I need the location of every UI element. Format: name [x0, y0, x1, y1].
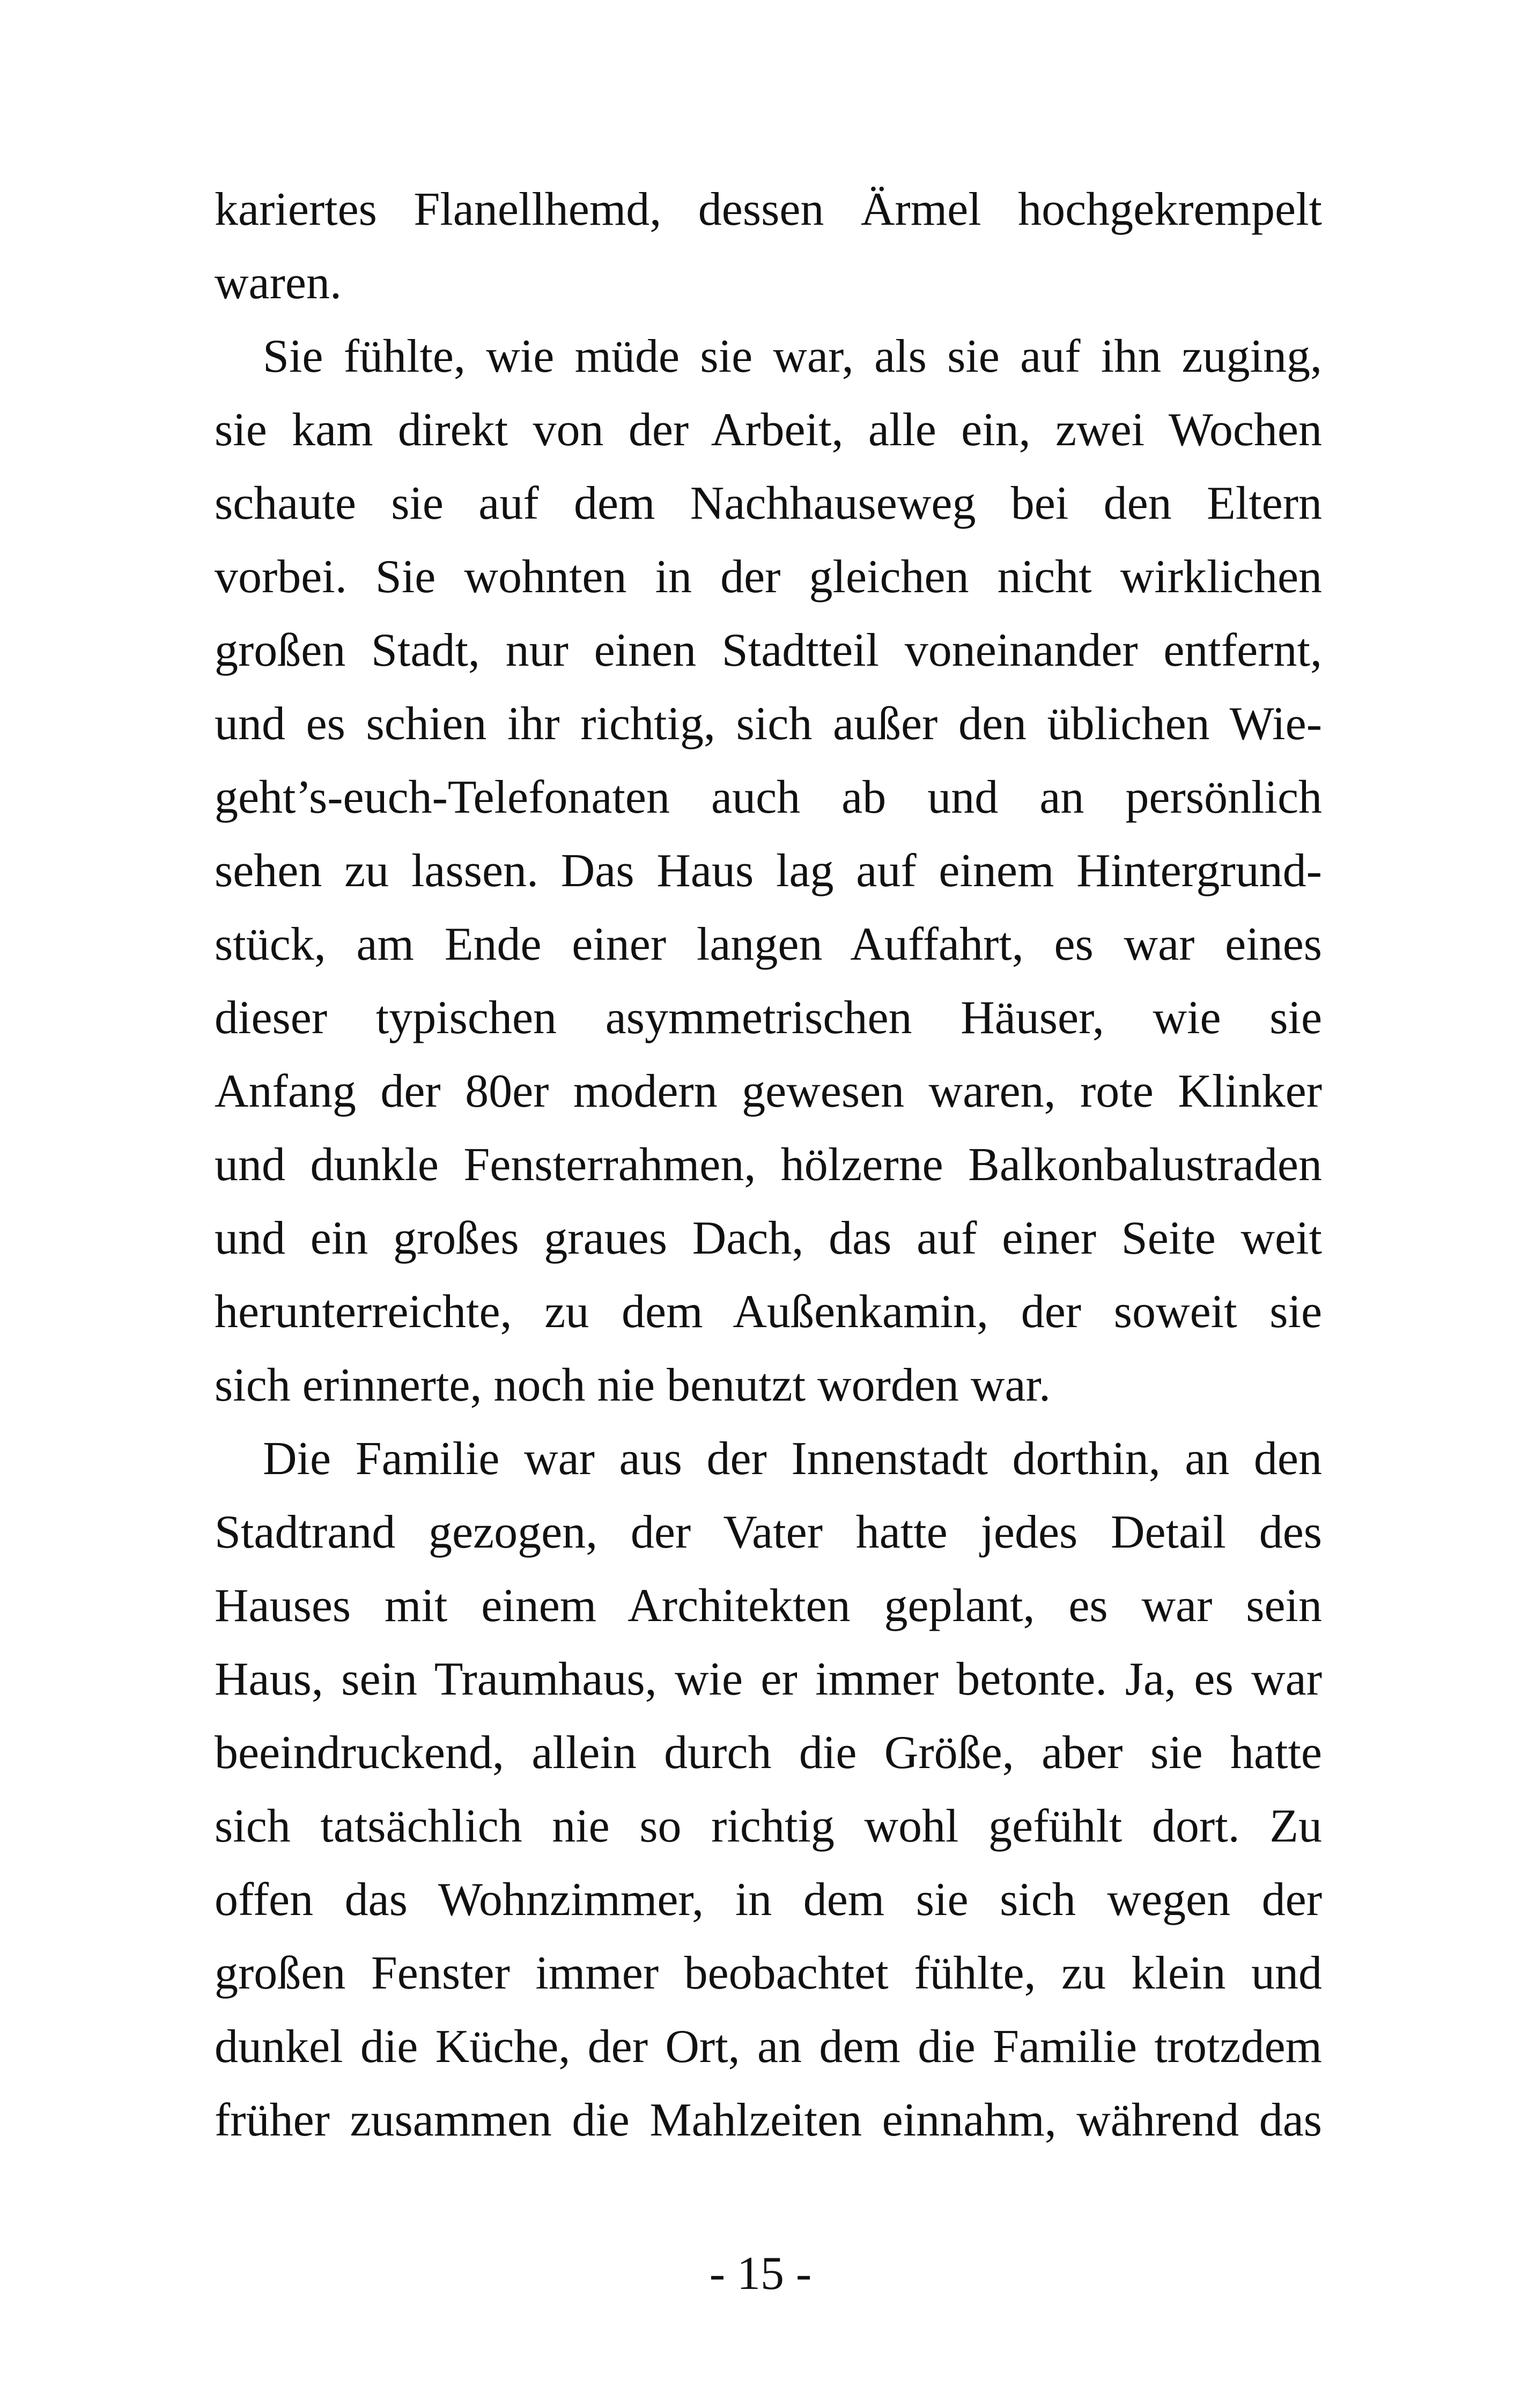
- text-line: kariertes Flanellhemd, dessen Ärmel hochgekrempelt: [215, 183, 1322, 235]
- text-line: sehen zu lassen. Das Haus lag auf einem Hintergrund-: [215, 845, 1322, 897]
- text-line: Sie fühlte, wie müde sie war, als sie auf ihn zuging,: [263, 330, 1322, 382]
- page-number: - 15 -: [709, 2248, 812, 2300]
- text-line: geht’s-euch-Telefonaten auch ab und an persönlich: [215, 771, 1322, 823]
- text-line: sich erinnerte, noch nie benutzt worden war.: [215, 1359, 1051, 1411]
- text-line: herunterreichte, zu dem Außenkamin, der soweit sie: [215, 1286, 1322, 1338]
- text-line: und dunkle Fensterrahmen, hölzerne Balkonbalustraden: [215, 1139, 1322, 1191]
- text-line: und es schien ihr richtig, sich außer den üblichen Wie-: [215, 698, 1322, 750]
- text-line: großen Stadt, nur einen Stadtteil voneinander entfernt,: [215, 624, 1322, 676]
- text-line: sie kam direkt von der Arbeit, alle ein, zwei Wochen: [215, 404, 1322, 456]
- text-line: früher zusammen die Mahlzeiten einnahm, während das: [215, 2094, 1322, 2146]
- text-line: Stadtrand gezogen, der Vater hatte jedes Detail des: [215, 1506, 1322, 1558]
- text-line: offen das Wohnzimmer, in dem sie sich wegen der: [215, 1874, 1322, 1926]
- text-line: Haus, sein Traumhaus, wie er immer betonte. Ja, es war: [215, 1653, 1322, 1705]
- text-line: waren.: [215, 257, 342, 309]
- text-line: und ein großes graues Dach, das auf einer Seite weit: [215, 1212, 1322, 1264]
- text-line: Die Familie war aus der Innenstadt dorthin, an den: [263, 1433, 1322, 1485]
- text-line: dunkel die Küche, der Ort, an dem die Familie trotzdem: [215, 2021, 1322, 2073]
- text-line: stück, am Ende einer langen Auffahrt, es war eines: [215, 918, 1322, 970]
- text-line: schaute sie auf dem Nachhauseweg bei den Eltern: [215, 477, 1322, 529]
- text-line: sich tatsächlich nie so richtig wohl gefühlt dort. Zu: [215, 1800, 1322, 1852]
- text-line: großen Fenster immer beobachtet fühlte, zu klein und: [215, 1947, 1322, 1999]
- text-line: Anfang der 80er modern gewesen waren, rote Klinker: [215, 1065, 1322, 1117]
- text-line: beeindruckend, allein durch die Größe, aber sie hatte: [215, 1727, 1322, 1779]
- text-line: vorbei. Sie wohnten in der gleichen nicht wirklichen: [215, 551, 1322, 603]
- text-line: Hauses mit einem Architekten geplant, es war sein: [215, 1580, 1322, 1632]
- text-line: dieser typischen asymmetrischen Häuser, wie sie: [215, 992, 1322, 1044]
